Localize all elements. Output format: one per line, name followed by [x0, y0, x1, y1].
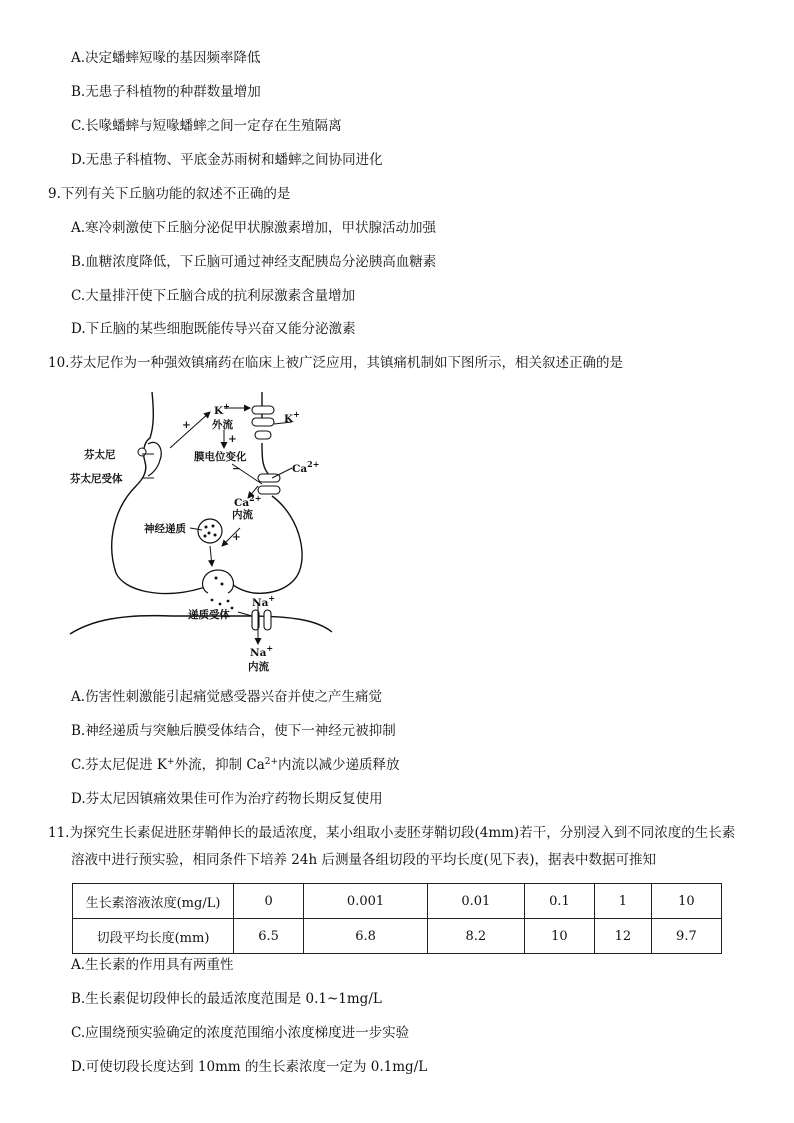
release-bulb [203, 570, 234, 593]
table-cell: 0.1 [524, 884, 594, 919]
table-cell: 12 [595, 919, 652, 954]
label-ca-right: $Ca^{2+}$ [292, 459, 320, 475]
label-minus: − [232, 463, 241, 475]
q8-option-a: A.决定蟠蟀短喙的基因频率降低 [71, 50, 261, 66]
table-header-concentration: 生长素溶液浓度(mg/L) [73, 884, 234, 919]
q11-stem-line1: 11.为探究生长素促进胚芽鞘伸长的最适浓度，某小组取小麦胚芽鞘切段(4mm)若干，分别浸入到不同浓度的生长素 [48, 825, 736, 841]
label-fentanyl-receptor: 芬太尼受体 [70, 473, 123, 485]
table-row [73, 884, 722, 919]
q10-stem: 10.芬太尼作为一种强效镇痛药在临床上被广泛应用，其镇痛机制如下图所示，相关叙述正确的是 [48, 355, 623, 371]
q11-option-a: A.生长素的作用具有两重性 [71, 957, 234, 973]
label-neurotransmitter: 神经递质 [144, 523, 186, 535]
label-na-bottom: Na+ [250, 643, 274, 659]
label-k: K+ [214, 401, 230, 417]
label-transmitter-receptor: 递质受体 [188, 609, 230, 621]
table-cell: 0.001 [304, 884, 428, 919]
q10-option-d: D.芬太尼因镇痛效果佳可作为治疗药物长期反复使用 [71, 791, 383, 807]
table-cell: 9.7 [651, 919, 721, 954]
q10-option-b: B.神经递质与突触后膜受体结合，使下一神经元被抑制 [71, 723, 396, 739]
label-fentanyl: 芬太尼 [84, 449, 116, 461]
synapse-diagram [62, 388, 342, 678]
label-na-in: 内流 [248, 661, 269, 673]
table-cell: 0.01 [427, 884, 524, 919]
label-plus-2: + [228, 433, 237, 445]
label-na-top: Na+ [252, 593, 276, 609]
k-channel [252, 406, 274, 439]
q11-option-c: C.应围绕预实验确定的浓度范围缩小浓度梯度进一步实验 [71, 1025, 410, 1041]
label-k-right: K+ [284, 409, 300, 425]
label-ca-in: 内流 [232, 509, 253, 521]
q11-option-b: B.生长素促切段伸长的最适浓度范围是 0.1~1mg/L [71, 991, 382, 1007]
q9-option-c: C.大量排汗使下丘脑合成的抗利尿激素含量增加 [71, 288, 356, 304]
q8-option-d: D.无患子科植物、平底金苏雨树和蟠蟀之间协同进化 [71, 152, 383, 168]
label-plus-3: + [232, 531, 241, 543]
table-row [73, 919, 722, 954]
table-cell: 10 [651, 884, 721, 919]
q8-option-c: C.长喙蟠蟀与短喙蟠蟀之间一定存在生殖隔离 [71, 118, 342, 134]
table-cell: 8.2 [427, 919, 524, 954]
table-cell: 6.5 [234, 919, 304, 954]
q11-option-d: D.可使切段长度达到 10mm 的生长素浓度一定为 0.1mg/L [71, 1059, 428, 1075]
q9-option-a: A.寒冷刺激使下丘脑分泌促甲状腺激素增加，甲状腺活动加强 [71, 220, 437, 236]
q9-stem: 9.下列有关下丘脑功能的叙述不正确的是 [48, 186, 291, 202]
label-k-out: 外流 [212, 419, 233, 431]
table-header-length: 切段平均长度(mm) [73, 919, 234, 954]
q10-option-c: C.芬太尼促进 K+外流，抑制 $Ca^{2+}$内流以减少递质释放 [71, 757, 400, 773]
q9-option-d: D.下丘脑的某些细胞既能传导兴奋又能分泌激素 [71, 321, 356, 337]
table-cell: 1 [595, 884, 652, 919]
label-plus-1: + [182, 419, 191, 431]
table-cell: 10 [524, 919, 594, 954]
na-channel [252, 610, 271, 630]
q8-option-b: B.无患子科植物的种群数量增加 [71, 84, 261, 100]
label-membrane-change: 膜电位变化 [194, 451, 247, 463]
label-ca: $Ca^{2+}$ [234, 493, 262, 509]
fentanyl-receptor-shape [148, 442, 161, 476]
q11-data-table [72, 883, 722, 954]
table-cell: 6.8 [304, 919, 428, 954]
vesicle [198, 519, 222, 543]
q9-option-b: B.血糖浓度降低，下丘脑可通过神经支配胰岛分泌胰高血糖素 [71, 254, 437, 270]
q11-stem-line2: 溶液中进行预实验，相同条件下培养 24h 后测量各组切段的平均长度(见下表)，据表中数据可推知 [71, 852, 656, 868]
fentanyl-molecule [138, 448, 146, 456]
q10-option-a: A.伤害性刺激能引起痛觉感受器兴奋并使之产生痛觉 [71, 689, 383, 705]
table-cell: 0 [234, 884, 304, 919]
